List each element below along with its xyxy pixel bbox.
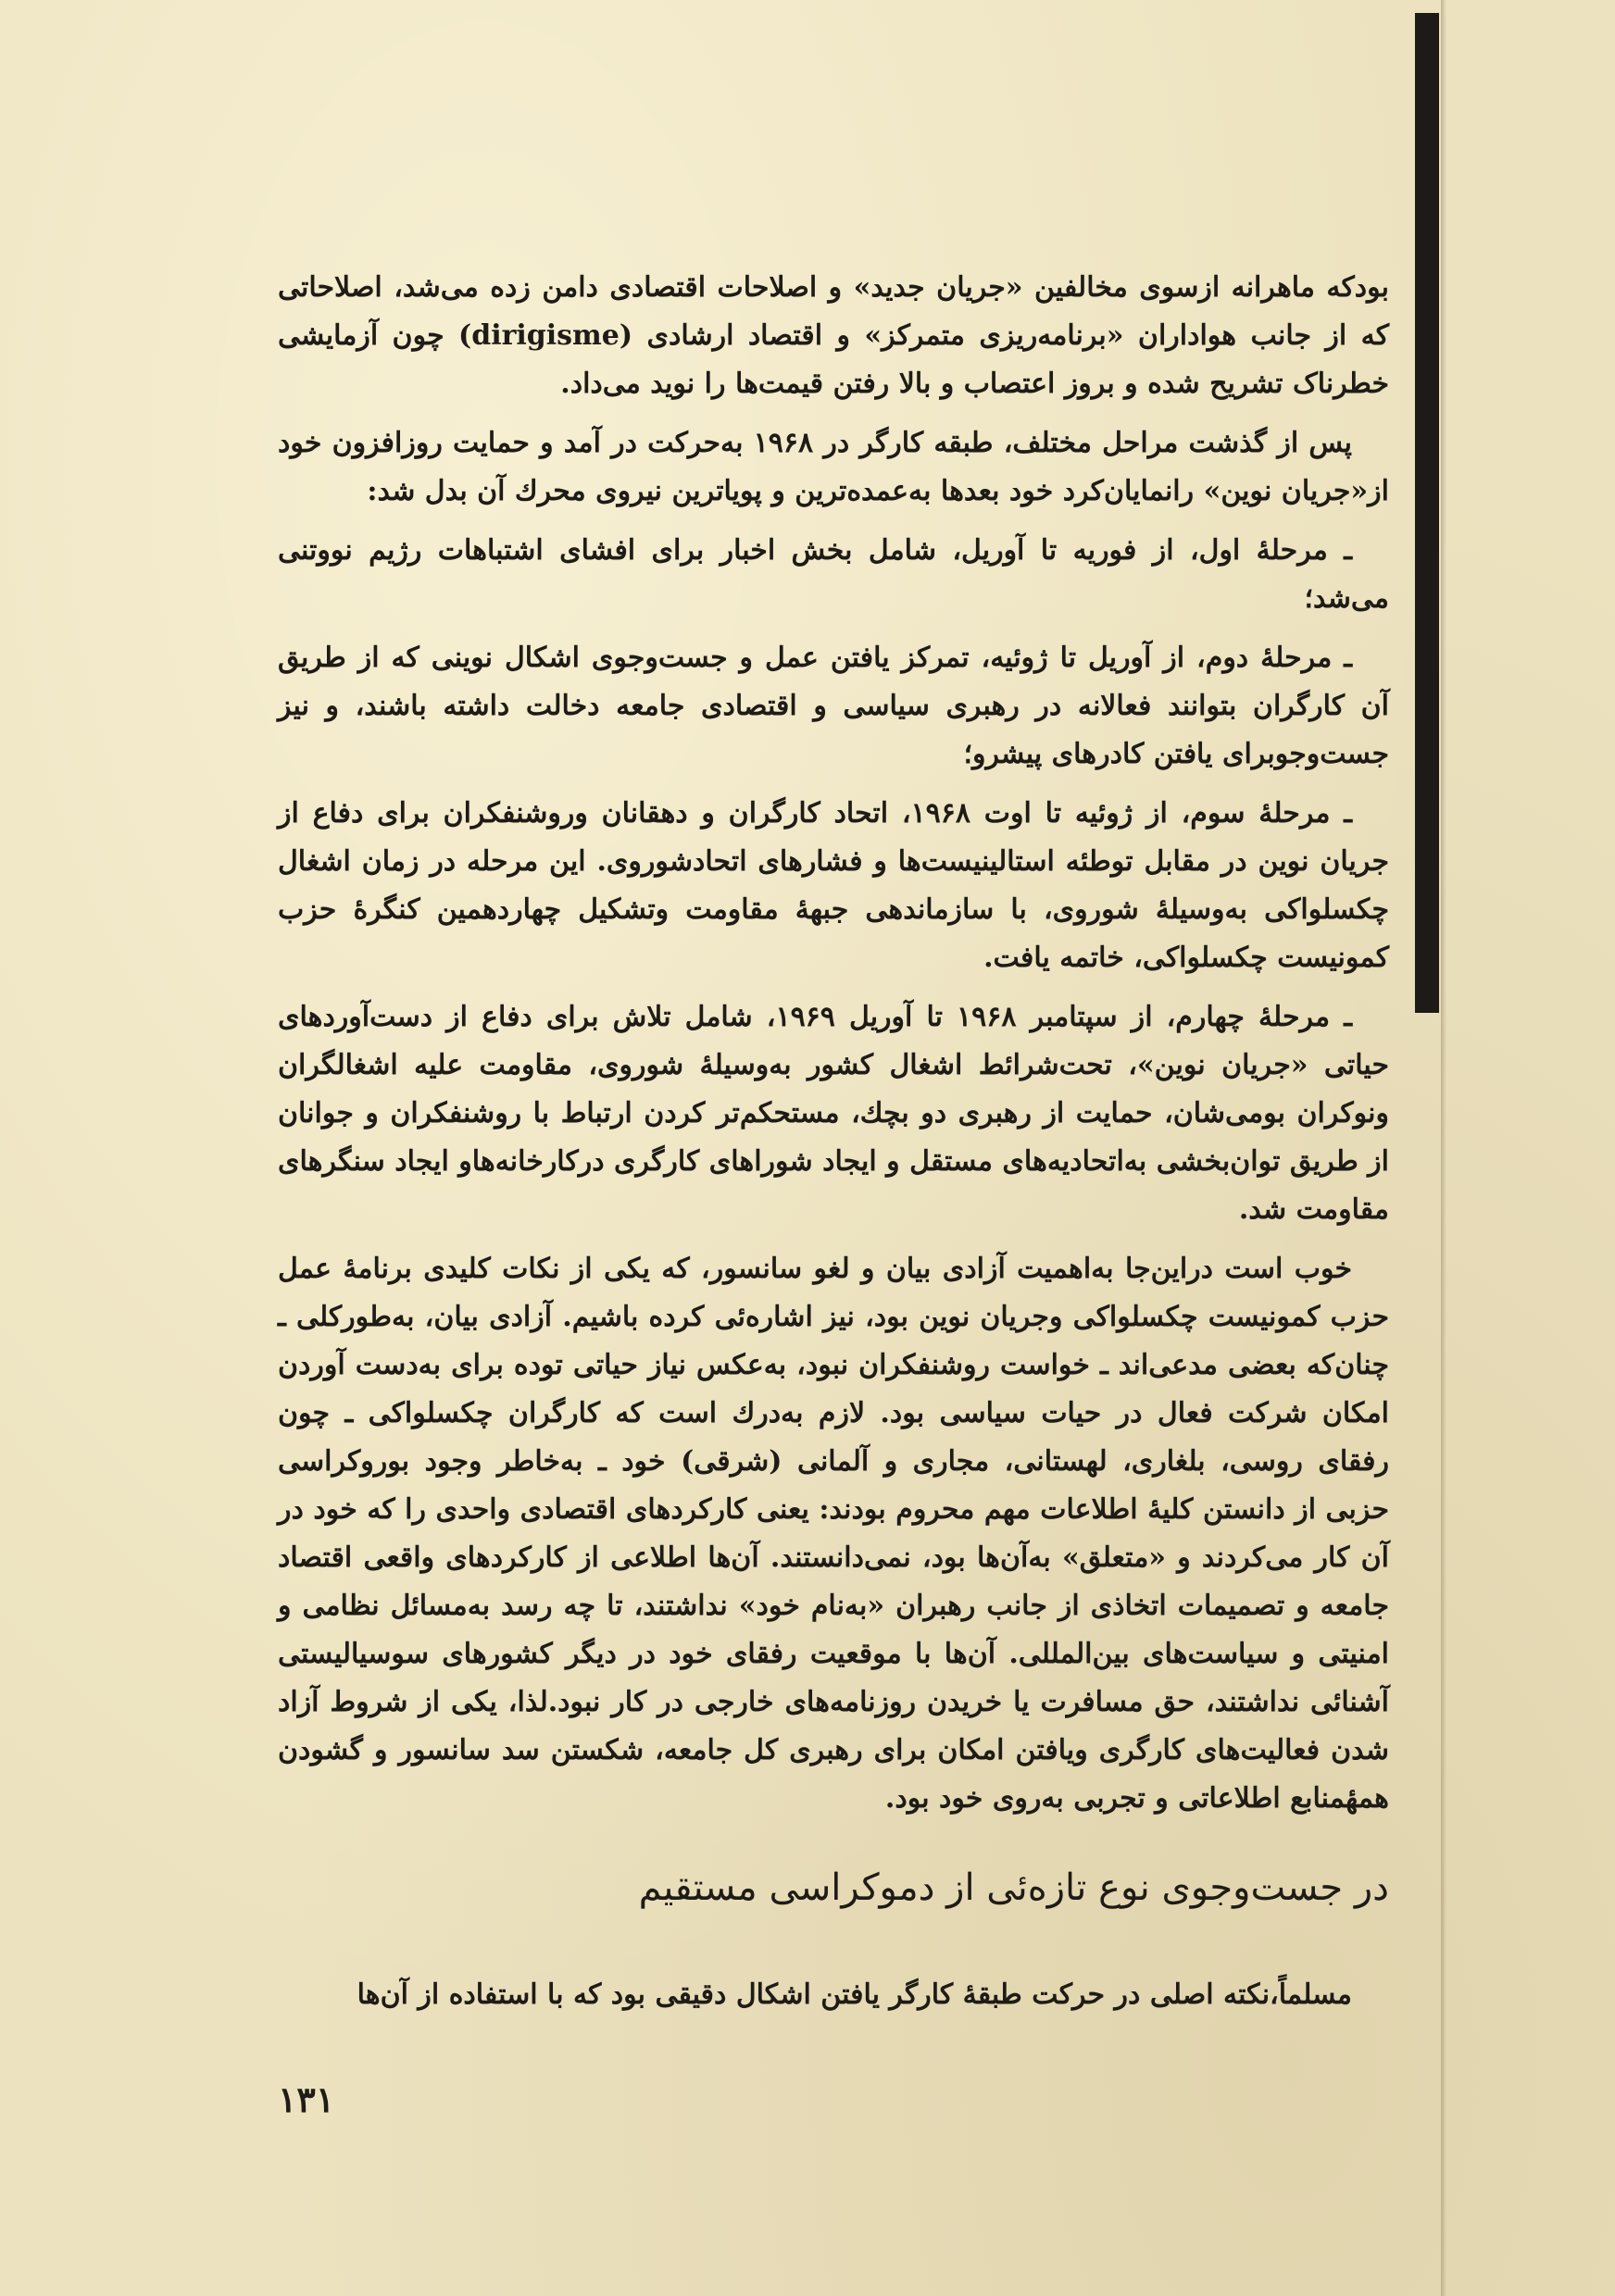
paragraph-2: پس از گذشت مراحل مختلف، طبقه کارگر در ۱۹۶۸ به‌حرکت در آمد و حمایت روزافزون خود از«جریان نوین» رانمایان‌کرد خود بعدها به‌عمده‌ترین و پویاترین نیروی محرك آن بدل شد: [278,427,1389,507]
paragraph-stage-2: ـ مرحلهٔ دوم، از آوریل تا ژوئیه، تمرکز یافتن عمل و جست‌وجوی اشکال نوینی که از طریق آن کارگران بتوانند فعالانه در رهبری سیاسی و اقتصادی جامعه دخالت داشته باشند، و نیز جست‌وجوبرای یافتن کادرهای پیشرو؛ [278,642,1389,770]
paragraph-stage-4: ـ مرحلهٔ چهارم، از سپتامبر ۱۹۶۸ تا آوریل ۱۹۶۹، شامل تلاش برای دفاع از دست‌آوردهای حیاتی «جریان نوین»، تحت‌شرائط اشغال کشور به‌وسیلهٔ شوروی، مقاومت علیه اشغالگران ونوکران بومی‌شان، حمایت از رهبری دو بچك، مستحکم‌تر کردن ارتباط با روشنفکران و جوانان از طریق توان‌بخشی به‌اتحادیه‌های مستقل و ایجاد شوراهای کارگری درکارخانه‌هاو ایجاد سنگرهای مقاومت شد. [278,1001,1389,1226]
page-edge-marker-bar [1415,13,1439,1013]
final-paragraph: مسلماً،نکته اصلی در حرکت طبقهٔ کارگر یافتن اشکال دقیقی بود که با استفاده از آن‌ها [357,1978,1352,2011]
section-heading: در جست‌وجوی نوع تازه‌ئی از دموکراسی مستقیم [638,1866,1389,1909]
paragraph-stage-1: ـ مرحلهٔ اول، از فوریه تا آوریل، شامل بخش اخبار برای افشای اشتباهات رژیم نووتنی می‌شد؛ [278,534,1389,615]
paragraph-1: بودکه ماهرانه ازسوی مخالفین «جریان جدید» و اصلاحات اقتصادی دامن زده می‌شد، اصلاحاتی که از جانب هواداران «برنامه‌ریزی متمرکز» و اقتصاد ارشادی (dirigisme) چون آزمایشی خطرناک تشریح شده و بروز اعتصاب و بالا رفتن قیمت‌ها را نوید می‌داد. [278,271,1389,400]
page-number: ۱۳۱ [278,2078,335,2120]
paragraph-freedom-of-speech: خوب است دراین‌جا به‌اهمیت آزادی بیان و لغو سانسور، که یکی از نکات کلیدی برنامهٔ عمل حزب کمونیست چکسلواکی وجریان نوین بود، نیز اشاره‌ئی کرده باشیم. آزادی بیان، به‌طورکلی ـ چنان‌که بعضی مدعی‌اند ـ خواست روشنفکران نبود، به‌عکس نیاز حیاتی توده برای به‌دست آوردن امکان شرکت فعال در حیات سیاسی بود. لازم به‌درك است که کارگران چکسلواکی ـ چون رفقای روسی، بلغاری، لهستانی، مجاری و آلمانی (شرقی) خود ـ به‌خاطر وجود بوروکراسی حزبی از دانستن کلیهٔ اطلاعات مهم محروم بودند: یعنی کارکردهای اقتصادی واحدی را که خود در آن کار می‌کردند و «متعلق» به‌آن‌ها بود، نمی‌دانستند. آن‌ها اطلاعی از کارکردهای واقعی اقتصاد جامعه و تصمیمات اتخاذی از جانب رهبران «به‌نام خود» نداشتند، تا چه رسد به‌مسائل نظامی و امنیتی و سیاست‌های بین‌المللی. آن‌ها با موقعیت رفقای خود در دیگر کشورهای سوسیالیستی آشنائی نداشتند، حق مسافرت یا خریدن روزنامه‌های خارجی در کار نبود.لذا، یکی از شروط آزاد شدن فعالیت‌های کارگری ویافتن امکان برای رهبری کل جامعه، شکستن سد سانسور و گشودن همهٔمنابع اطلاعاتی و تجربی به‌روی خود بود. [278,1253,1389,1815]
paragraph-stage-3: ـ مرحلهٔ سوم، از ژوئیه تا اوت ۱۹۶۸، اتحاد کارگران و دهقانان وروشنفکران برای دفاع از جریان نوین در مقابل توطئه استالینیست‌ها و فشارهای اتحادشوروی. این مرحله در زمان اشغال چکسلواکی به‌وسیلهٔ شوروی، با سازماندهی جبههٔ مقاومت وتشکیل چهاردهمین کنگرهٔ حزب کمونیست چکسلواکی، خاتمه یافت. [278,797,1389,974]
page-body [278,264,1389,2030]
page-binding-edge [1441,0,1446,2296]
